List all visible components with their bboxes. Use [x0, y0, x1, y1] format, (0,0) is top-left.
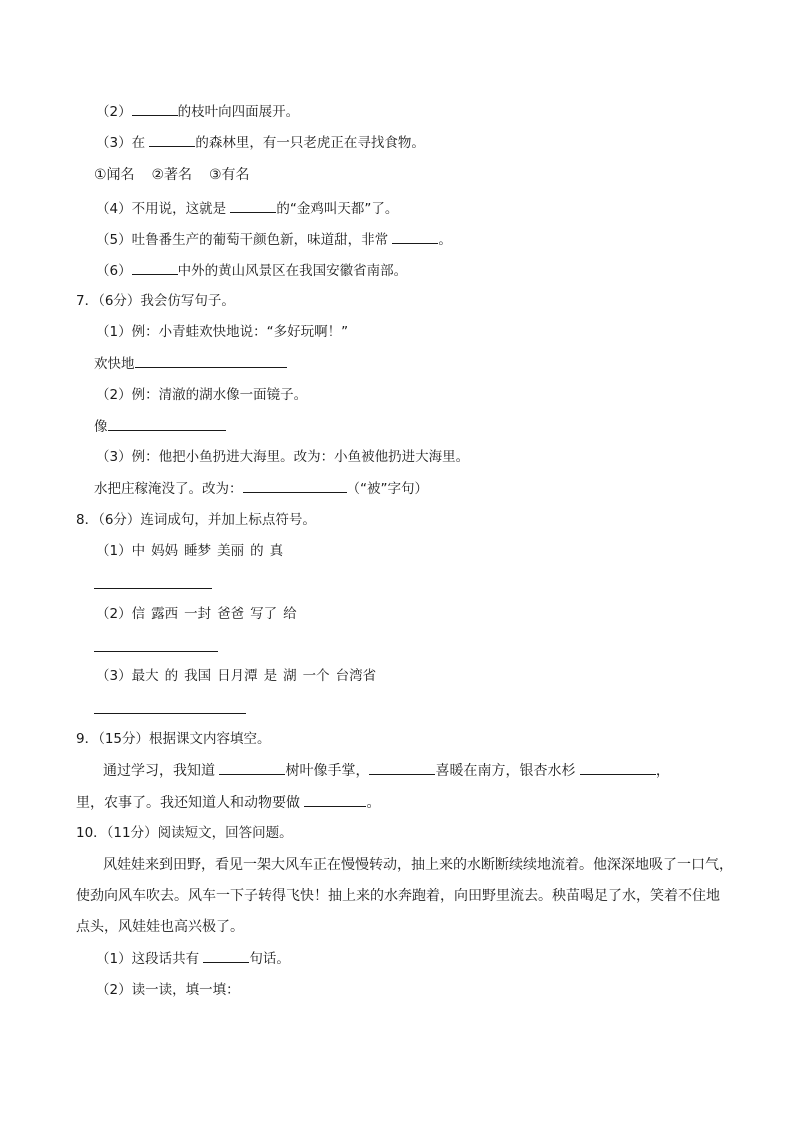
q7-answer-1: 欢快地: [94, 353, 287, 374]
q8-words-3: （3）最大 的 我国 日月潭 是 湖 一个 台湾省: [96, 668, 377, 684]
q10-passage-line-1: 风娃娃来到田野，看见一架大风车正在慢慢转动，抽上来的水断断续续地流着。他深深地吸了一口气，: [103, 857, 733, 873]
q10-sub-1: （1）这段话共有 句话。: [96, 948, 290, 969]
fill-blank[interactable]: [304, 792, 366, 807]
q8-words-1: （1）中 妈妈 睡梦 美丽 的 真: [96, 543, 284, 559]
q9-header: 9．（15分）根据课文内容填空。: [76, 731, 271, 747]
q6-item-3: （3）在 的森林里，有一只老虎正在寻找食物。: [96, 132, 425, 153]
option-2: ②著名: [151, 167, 193, 183]
q8-header: 8．（6分）连词成句，并加上标点符号。: [76, 512, 316, 528]
q6-item-2: （2） 的枝叶向四面展开。: [96, 101, 299, 122]
option-3: ③有名: [208, 167, 250, 183]
option-1: ①闻名: [94, 167, 135, 183]
answer-line[interactable]: [94, 651, 218, 652]
q10-passage-line-3: 点头，风娃娃也高兴极了。: [76, 919, 244, 935]
answer-line[interactable]: [108, 416, 226, 431]
q6-item-6: （6） 中外的黄山风景区在我国安徽省南部。: [96, 260, 407, 281]
fill-blank[interactable]: [392, 229, 438, 244]
fill-blank[interactable]: [219, 760, 285, 775]
q6-options: [94, 165, 250, 185]
q9-sentence-line-2: 里，农事了。我还知道人和动物要做 。: [76, 792, 380, 813]
q6-item-5: （5）吐鲁番生产的葡萄干颜色新，味道甜，非常 。: [96, 229, 452, 250]
q7-header: 7．（6分）我会仿写句子。: [76, 293, 235, 309]
answer-line[interactable]: [243, 478, 347, 493]
q10-header: 10．（11分）阅读短文，回答问题。: [76, 825, 293, 841]
q7-answer-2: 像: [94, 416, 226, 437]
q6-item-4: （4）不用说，这就是 的“金鸡叫天都”了。: [96, 198, 398, 219]
fill-blank[interactable]: [132, 260, 178, 275]
fill-blank[interactable]: [580, 760, 656, 775]
q7-answer-3: 水把庄稼淹没了。改为： （“被”字句）: [94, 478, 428, 499]
q7-example-1: （1）例：小青蛙欢快地说：“多好玩啊！”: [96, 324, 349, 340]
answer-line[interactable]: [94, 588, 212, 589]
q8-words-2: （2）信 露西 一封 爸爸 写了 给: [96, 606, 297, 622]
answer-line[interactable]: [135, 353, 287, 368]
fill-blank[interactable]: [203, 948, 249, 963]
fill-blank[interactable]: [230, 198, 276, 213]
q10-sub-2: （2）读一读，填一填：: [96, 982, 240, 998]
fill-blank[interactable]: [149, 132, 195, 147]
q7-example-2: （2）例：清澈的湖水像一面镜子。: [96, 387, 308, 403]
q10-passage-line-2: 使劲向风车吹去。风车一下子转得飞快！抽上来的水奔跑着，向田野里流去。秧苗喝足了水，笑着不住地: [76, 888, 720, 904]
q7-example-3: （3）例：他把小鱼扔进大海里。改为：小鱼被他扔进大海里。: [96, 449, 470, 465]
answer-line[interactable]: [94, 713, 246, 714]
q9-sentence-line-1: 通过学习，我知道 树叶像手掌， 喜暖在南方，银杏水杉 ，: [103, 760, 670, 781]
fill-blank[interactable]: [132, 101, 178, 116]
fill-blank[interactable]: [369, 760, 435, 775]
